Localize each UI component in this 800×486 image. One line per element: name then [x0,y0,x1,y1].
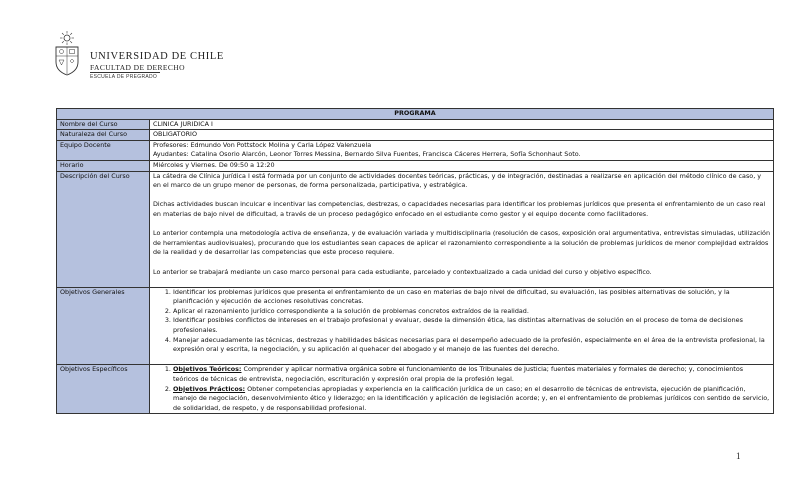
value-description [150,171,774,287]
label-teaching-team: Equipo Docente [57,140,150,160]
label-schedule: Horario [57,160,150,171]
faculty-name: FACULTAD DE DERECHO [90,63,185,72]
value-teaching-team [150,140,774,160]
university-name: UNIVERSIDAD DE CHILE [90,51,224,62]
page-number: 1 [736,451,741,461]
description-paragraph: Dichas actividades buscan inculcar e incentivar las competencias, destrezas, o capacidades necesarias para identificar los problemas jurídicos que presenta el enfrentamiento de un caso real en materias de bajo nivel de dificultad, a través de un proceso pedagógico enfocado en el estudiante como gestor y el equipo docente como facilitadores. [153,200,766,218]
university-logo [52,30,224,82]
list-item: 2. Aplicar el razonamiento jurídico correspondiente a la solución de problemas concretos extraídos de la realidad. [173,307,770,317]
row-course-nature [57,130,774,141]
row-schedule [57,160,774,171]
assistants-line: Ayudantes: Catalina Osorio Alarcón, Leonor Torres Messina, Bernardo Silva Fuentes, Francisca Cáceres Herrera, Sofía Schonhaut Soto. [153,150,581,159]
value-specific-objectives [150,365,774,414]
label-specific-objectives: Objetivos Específicos [57,365,150,414]
label-course-nature: Naturaleza del Curso [57,130,150,141]
table-title-row [57,109,774,120]
label-description: Descripción del Curso [57,171,150,287]
specific-objectives-list [153,365,770,413]
row-general-objectives [57,287,774,365]
school-name: ESCUELA DE PREGRADO [90,74,158,80]
value-course-name: CLINICA JURIDICA I [150,119,774,130]
objective-text: Obtener competencias apropiadas y experiencia en la calificación jurídica de un caso; en el desarrollo de técnicas de entrevista, ejecución de planificación, manejo de negociación, desenvolvimiento ético y liderazgo; en la identificación y aplicación de legislación acorde; y, en el enfrentamiento de problemas jurídicos con sentido de servicio, de solidaridad, de respeto, y de responsabilidad profesional. [173,384,770,412]
row-specific-objectives [57,365,774,414]
row-course-name [57,119,774,130]
value-general-objectives [150,287,774,365]
row-description [57,171,774,287]
list-item: 1. Identificar los problemas jurídicos que presenta el enfrentamiento de un caso en materias de bajo nivel de dificultad, su evaluación, las posibles alternativas de solución, y la planificación y ejecución de acciones resolutivas concretas. [173,288,770,307]
list-item [173,365,770,384]
list-item [173,385,770,414]
value-schedule: Miércoles y Viernes. De 09:50 a 12:20 [150,160,774,171]
label-course-name: Nombre del Curso [57,119,150,130]
description-paragraph: Lo anterior contempla una metodología activa de enseñanza, y de evaluación variada y multidisciplinaria (resolución de casos, exposición oral argumentativa, entrevistas simuladas, utilización de herramientas audiovisuales), procurando que los estudiantes sean capaces de aplicar el razonamiento correspondiente a la solución de problemas jurídicos de menor complejidad extraídos de la realidad y de desarrollar las competencias que este proceso requiere. [153,229,770,257]
objective-title: Objetivos Teóricos: [173,365,242,374]
header-rule [90,72,160,73]
description-paragraph: La cátedra de Clínica Jurídica I está formada por un conjunto de actividades docentes teóricas, prácticas, y de integración, destinadas a realizarse en aplicación del método clínico de caso, y en el marco de un grupo menor de personas, de forma personalizada, participativa, y estratégica. [153,171,762,190]
label-general-objectives: Objetivos Generales [57,287,150,365]
value-course-nature: OBLIGATORIO [150,130,774,141]
table-title: PROGRAMA [57,109,774,120]
objective-text: Comprender y aplicar normativa orgánica sobre el funcionamiento de los Tribunales de Justicia; fuentes materiales y formales de derecho; y, conocimientos teóricos de técnicas de entrevista, negociación, escrituración y expresión oral propia de la profesión legal. [173,365,744,384]
program-table [56,108,774,414]
professors-line: Profesores: Edmundo Von Pottstock Molina y Carla López Valenzuela [153,140,372,149]
list-item: 3. Identificar posibles conflictos de intereses en el trabajo profesional y evaluar, desde la dimensión ética, las distintas alternativas de solución en el proceso de toma de decisiones profesionales. [173,316,770,335]
objective-title: Objetivos Prácticos: [173,384,246,393]
description-paragraph: Lo anterior se trabajará mediante un caso marco personal para cada estudiante, parcelado y contextualizado a cada unidad del curso y objetivo específico. [153,267,652,276]
university-seal-icon [52,30,82,76]
row-teaching-team [57,140,774,160]
list-item: 4. Manejar adecuadamente las técnicas, destrezas y habilidades básicas necesarias para el desempeño adecuado de la profesión, especialmente en el área de la entrevista profesional, la expresión oral y escrita, la negociación, y su aplicación al quehacer del abogado y el manejo de las fuentes del derecho. [173,336,770,355]
general-objectives-list [153,288,770,355]
